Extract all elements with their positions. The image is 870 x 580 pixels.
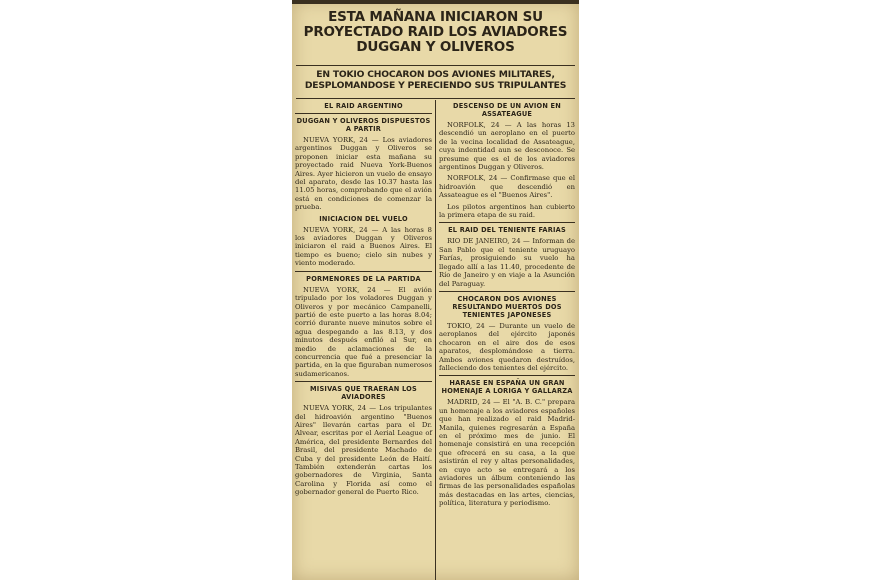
article-text: MADRID, 24 — El "A. B. C." prepara un homenaje a los aviadores españoles que han realizado el raid Madrid-Manila, quienes regresarán a España en el próximo mes de junio. El homenaje consistirá en una recepción que ofrecerá en su casa, a la que asistirán el rey y altas personalidades, en cuyo acto se entregará a los aviadores un álbum conteniendo las firmas de las personalidades españolas más destacadas en las artes, ciencias, política, literatura y periodismo. — [439, 398, 575, 508]
article-text: NUEVA YORK, 24 — El avión tripulado por los voladores Duggan y Oliveros y por mecánico Campanelli, partió de este puerto a las horas 8.04; corrió durante nueve minutos sobre el agua despegando a las 8.13, y dos minutos después enfiló al Sur, en medio de aclamaciones de la concurrencia que fué a presenciar la partida, en la que figuraban numerosos sudamericanos. — [295, 285, 432, 378]
section-title: EL RAID DEL TENIENTE FARIAS — [448, 226, 566, 235]
column-left — [295, 100, 432, 580]
article-text: NUEVA YORK, 24 — Los aviadores argentinos Duggan y Oliveros se proponen iniciar esta mañana su proyectado raid Nueva York-Buenos Aires. Ayer hicieron un vuelo de ensayo del aparato, desde las 10.37 hasta las 11.05 horas, comprobando que el avión está en condiciones de comenzar la prueba. — [295, 136, 432, 212]
column-right — [439, 100, 575, 580]
section-title: DESCENSO DE UN AVION EN ASSATEAGUE — [453, 102, 561, 118]
section-title: MISIVAS QUE TRAERAN LOS AVIADORES — [310, 385, 417, 402]
column-divider — [435, 100, 436, 580]
rule-columns — [296, 98, 575, 99]
divider — [295, 113, 432, 114]
article-text: NUEVA YORK, 24 — A las horas 8 los aviadores Duggan y Oliveros iniciaron el raid a Buenos Aires. El tiempo es bueno; cielo sin nubes y viento moderado. — [295, 225, 432, 268]
divider — [295, 381, 432, 382]
article-text: TOKIO, 24 — Durante un vuelo de aeroplanos del ejército japonés chocaron en el aire dos de esos aparatos, desplomándose a tierra. Ambos aviones quedaron destruídos, falleciendo dos tenientes del ejército. — [439, 321, 575, 372]
divider — [439, 222, 575, 223]
divider — [295, 271, 432, 272]
newspaper-clipping — [292, 0, 579, 580]
article-text: Los pilotos argentinos han cubierto la primera etapa de su raid. — [439, 202, 575, 220]
divider — [439, 375, 575, 376]
section-title: PORMENORES DE LA PARTIDA — [306, 274, 421, 283]
section-title: DUGGAN Y OLIVEROS DISPUESTOS A PARTIR — [296, 117, 431, 133]
section-title: CHOCARON DOS AVIONES RESULTANDO MUERTOS DOS TENIENTES JAPONESES — [452, 294, 562, 319]
rule-top — [296, 65, 575, 66]
divider — [439, 291, 575, 292]
headline: ESTA MAÑANA INICIARON SU PROYECTADO RAID LOS AVIADORES DUGGAN Y OLIVEROS — [303, 9, 568, 55]
article-text: NORFOLK, 24 — A las horas 13 descendió un aeroplano en el puerto de la vecina localidad de Assateague, cuya indentidad aun se desconoce. Se presume que es el de los aviadores argentinos Duggan y Oliveros. — [439, 121, 575, 172]
article-text: NUEVA YORK, 24 — Los tripulantes del hidroavión argentino "Buenos Aires" llevarán cartas para el Dr. Alvear, escritas por el Aerial League of América, del presidente Bernardes del Brasil, del presidente Machado de Cuba y del presidente León de Haití. También extenderán cartas los gobernadores de Virginia, Santa Carolina y Florida así como el gobernador general de Puerto Rico. — [295, 404, 432, 497]
section-title: HARASE EN ESPAÑA UN GRAN HOMENAJE A LORIGA Y GALLARZA — [441, 379, 573, 396]
subheadline: EN TOKIO CHOCARON DOS AVIONES MILITARES, DESPLOMANDOSE Y PERECIENDO SUS TRIPULANTES — [304, 69, 567, 91]
article-text: NORFOLK, 24 — Confirmase que el hidroavión que descendió en Assateague es el "Buenos Aires". — [439, 174, 575, 200]
section-title: EL RAID ARGENTINO — [324, 102, 403, 110]
section-title: INICIACION DEL VUELO — [319, 214, 408, 223]
article-text: RIO DE JANEIRO, 24 — Informan de San Pablo que el teniente uruguayo Farías, prosiguiendo su vuelo ha llegado allí a las 11.40, procedente de Río de Janeiro y en viaje a la Asunción del Paraguay. — [439, 237, 575, 288]
